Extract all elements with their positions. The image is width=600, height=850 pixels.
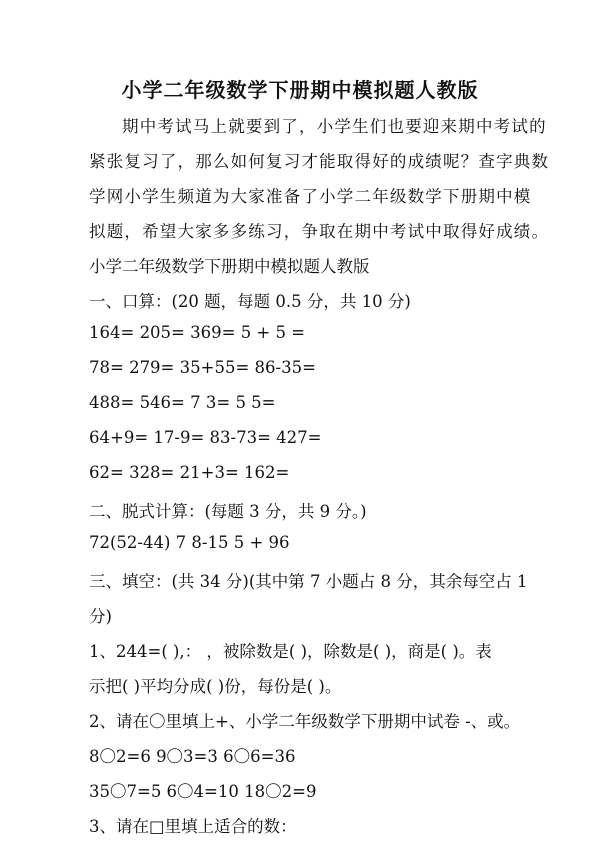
intro-line-3: 学网小学生频道为大家准备了小学二年级数学下册期中模 — [89, 187, 532, 206]
section2-row: 72(52-44) 7 8-15 5 + 96 — [89, 533, 290, 552]
question-2-row: 35〇7=5 6〇4=10 18〇2=9 — [89, 782, 317, 801]
document-title: 小学二年级数学下册期中模拟题人教版 — [121, 78, 479, 102]
question-2-row: 8〇2=6 9〇3=3 6〇6=36 — [89, 747, 296, 766]
section3-heading-line-1: 三、填空：(共 34 分)(其中第 7 小题占 8 分，其余每空占 1 — [89, 572, 528, 591]
subtitle: 小学二年级数学下册期中模拟题人教版 — [89, 257, 370, 276]
section1-row: 62= 328= 21+3= 162= — [89, 463, 290, 482]
section3-heading-line-2: 分) — [89, 607, 112, 626]
question-2-heading: 2、请在〇里填上+、小学二年级数学下册期中试卷 -、或。 — [89, 712, 521, 731]
section1-heading: 一、口算：(20 题，每题 0.5 分，共 10 分) — [89, 292, 411, 311]
intro-line-1: 期中考试马上就要到了，小学生们也要迎来期中考试的 — [122, 117, 547, 136]
section1-row: 488= 546= 7 3= 5 5= — [89, 393, 276, 412]
question-1-line-2: 示把( )平均分成( )份，每份是( )。 — [89, 677, 342, 696]
section2-heading: 二、脱式计算：(每题 3 分，共 9 分。) — [89, 502, 367, 521]
question-1-line-1: 1、244=( ),： ，被除数是( )，除数是( )，商是( )。表 — [89, 642, 492, 661]
question-3-heading: 3、请在□里填上适合的数： — [89, 817, 297, 836]
intro-line-4: 拟题，希望大家多多练习，争取在期中考试中取得好成绩。 — [89, 222, 550, 241]
section1-row: 78= 279= 35+55= 86-35= — [89, 358, 316, 377]
intro-line-2: 紧张复习了，那么如何复习才能取得好的成绩呢？查字典数 — [89, 152, 550, 171]
section1-row: 164= 205= 369= 5 + 5 = — [89, 323, 306, 342]
section1-row: 64+9= 17-9= 83-73= 427= — [89, 428, 322, 447]
